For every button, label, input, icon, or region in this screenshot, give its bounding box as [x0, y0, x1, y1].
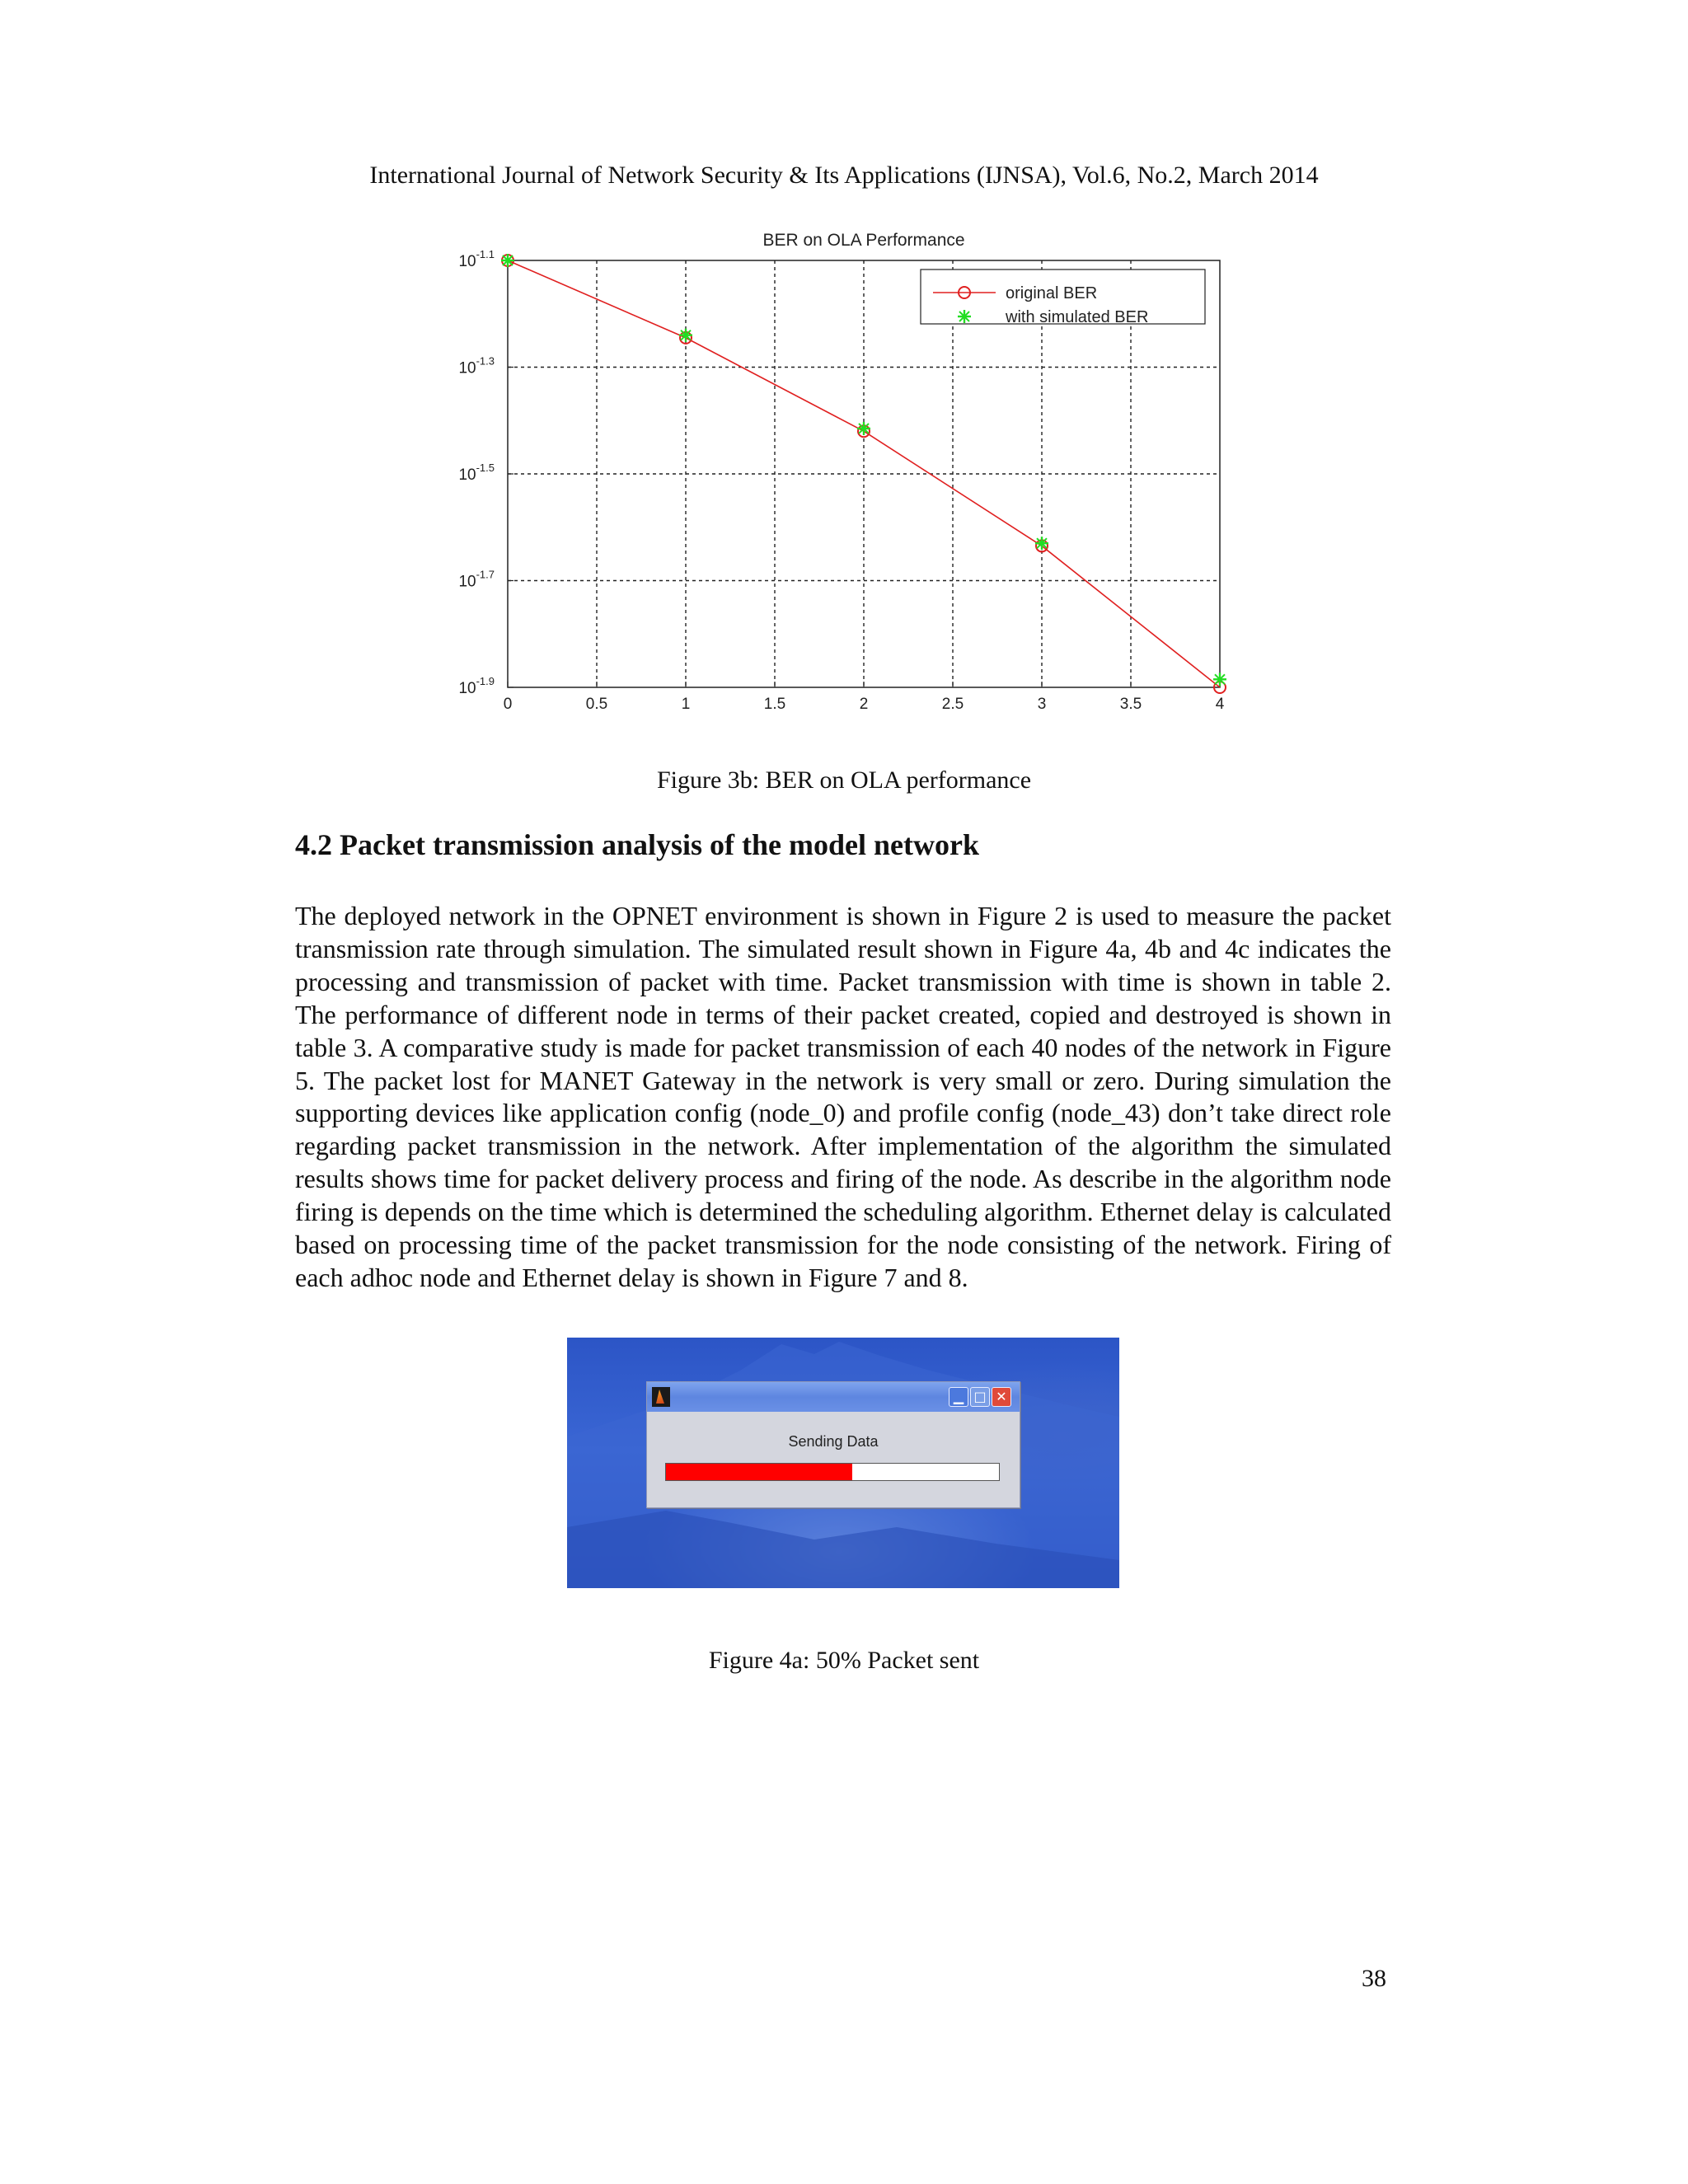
y-tick-label: $10^{-1.7}$	[458, 568, 495, 591]
dialog-titlebar[interactable]	[647, 1382, 1020, 1412]
y-tick-label: $10^{-1.9}$	[458, 675, 495, 697]
ber-chart-svg	[429, 224, 1253, 727]
matlab-icon	[652, 1387, 670, 1407]
star-marker	[1035, 537, 1048, 550]
running-header: International Journal of Network Security & Its Applications (IJNSA), Vol.6, No.2, March 2014	[369, 162, 1319, 189]
progress-dialog	[646, 1381, 1020, 1508]
x-tick-label: 4	[1215, 696, 1225, 713]
status-text: Sending Data	[788, 1433, 879, 1450]
star-marker	[1213, 673, 1226, 686]
star-marker	[501, 254, 514, 267]
star-marker	[958, 310, 971, 323]
legend-label: original BER	[1006, 284, 1098, 302]
x-tick-label: 1	[681, 696, 691, 713]
x-tick-label: 1.5	[763, 696, 786, 713]
star-marker	[679, 329, 692, 342]
y-tick-label: $10^{-1.3}$	[458, 354, 495, 377]
progress-bar	[665, 1463, 1000, 1481]
figure-3b-caption: Figure 3b: BER on OLA performance	[656, 766, 1032, 794]
x-tick-label: 0.5	[585, 696, 608, 713]
section-heading: 4.2 Packet transmission analysis of the model network	[295, 828, 979, 861]
x-tick-label: 2	[859, 696, 869, 713]
body-paragraph: The deployed network in the OPNET environment is shown in Figure 2 is used to measure the packet transmission rate through simulation. The simulated result shown in Figure 4a, 4b and 4c indicates the processing and transmission of packet with time. Packet transmission with time is shown in table 2. The performance of different node in terms of their packet created, copied and destroyed is shown in table 3. A comparative study is made for packet transmission of each 40 nodes of the network in Figure 5. The packet lost for MANET Gateway in the network is very small or zero. During simulation the supporting devices like application config (node_0) and profile config (node_43) don’t take direct role regarding packet transmission in the network. After implementation of the algorithm the simulated results shows time for packet delivery process and firing of the node. As describe in the algorithm node firing is depends on the time which is determined the scheduling algorithm. Ethernet delay is calculated based on processing time of the packet transmission for the node consisting of the network. Firing of each adhoc node and Ethernet delay is shown in Figure 7 and 8.	[295, 901, 1391, 1292]
y-tick-label: $10^{-1.5}$	[458, 462, 495, 484]
y-tick-label: $10^{-1.1}$	[458, 248, 495, 270]
chart-title: BER on OLA Performance	[762, 231, 965, 250]
progress-fill	[666, 1464, 852, 1480]
minimize-icon[interactable]: ▁	[949, 1387, 968, 1407]
star-marker	[857, 422, 870, 435]
figure-4a-caption: Figure 4a: 50% Packet sent	[708, 1647, 980, 1674]
page-number: 38	[1362, 1965, 1386, 1992]
legend	[921, 269, 1205, 326]
figure-4a-screenshot	[567, 1338, 1119, 1588]
x-tick-label: 3	[1037, 696, 1047, 713]
x-tick-label: 3.5	[1119, 696, 1142, 713]
close-icon[interactable]: ✕	[992, 1387, 1011, 1407]
figure-3b-chart	[429, 224, 1253, 727]
x-tick-label: 0	[503, 696, 513, 713]
legend-label: with simulated BER	[1006, 308, 1149, 326]
maximize-icon[interactable]: □	[970, 1387, 990, 1407]
x-tick-label: 2.5	[941, 696, 964, 713]
